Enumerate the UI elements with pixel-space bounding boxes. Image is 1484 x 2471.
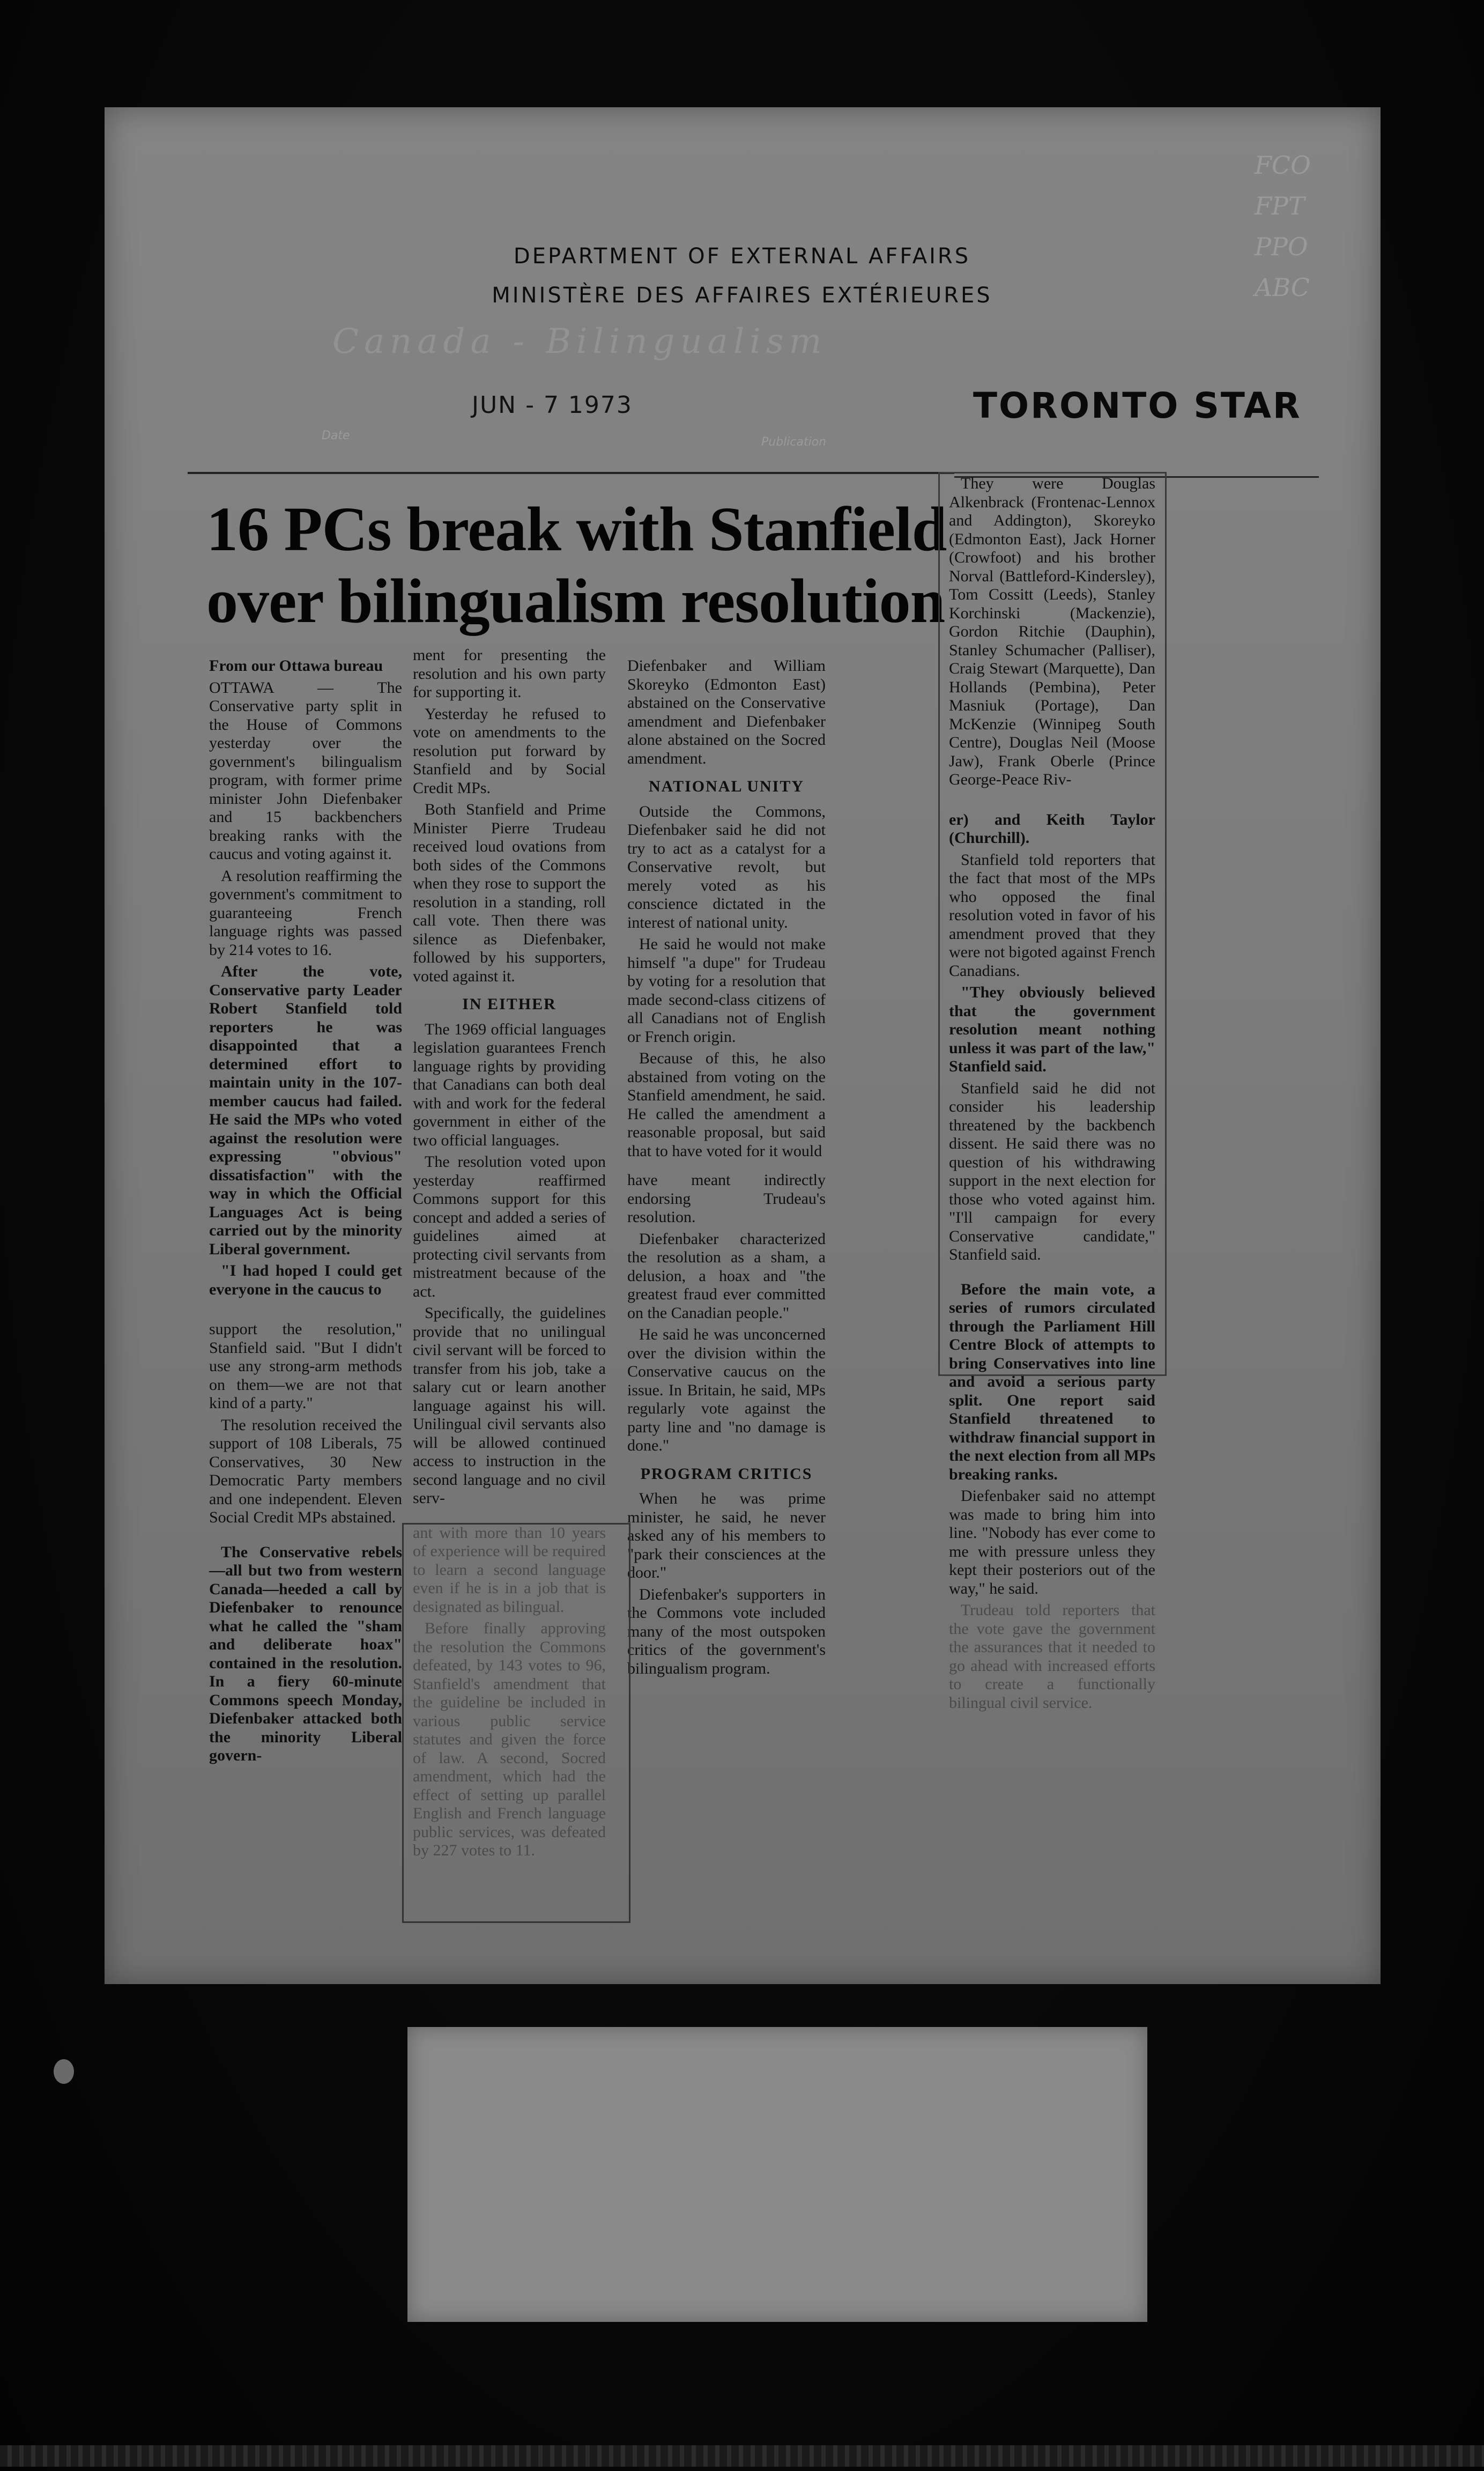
dust-speck [54, 2059, 74, 2084]
paragraph: Diefenbaker's supporters in the Commons vote included many of the most outspoken critics of the government's bilingualism program. [627, 1585, 826, 1677]
paragraph: ant with more than 10 years of experience will be required to learn a second language even if he is in a job that is designated as bilingual. [413, 1523, 606, 1616]
byline: From our Ottawa bureau [209, 657, 383, 675]
paragraph: He said he was unconcerned over the division within the Conservative caucus on the issue. In Britain, he said, MPs regularly vote against the party line and "no damage is done." [627, 1326, 826, 1454]
letterhead-english: DEPARTMENT OF EXTERNAL AFFAIRS [513, 244, 971, 269]
letterhead-french: MINISTÈRE DES AFFAIRES EXTÉRIEURES [492, 283, 992, 308]
paragraph: The resolution voted upon yesterday reaffirmed Commons support for this concept and added a series of guidelines aimed at protecting civil servants from mistreatment because of the act. [413, 1153, 606, 1300]
paragraph: They were Douglas Alkenbrack (Frontenac-Lennox and Addington), Skoreyko (Edmonton East), Jack Horner (Crowfoot) and his brother Norval (Battleford-Kindersley), Tom Cossitt (Leeds), Stanley Korchinski (Mackenzie), Gordon Ritchie (Dauphin), Stanley Schumacher (Palliser), Craig Stewart (Marquette), Dan Hollands (Pembina), Peter Masniuk (Portage), Dan McKenzie (Winnipeg South Centre), Douglas Neil (Moose Jaw), Frank Oberle (Prince George-Peace Riv- [949, 475, 1155, 788]
paragraph: Yesterday he refused to vote on amendments to the resolution put forward by Stanfield and by Social Credit MPs. [413, 705, 606, 797]
margin-note: FCO [1255, 151, 1311, 180]
blank-card [407, 2027, 1147, 2322]
paragraph: The resolution received the support of 108 Liberals, 75 Conservatives, 30 New Democratic Party members and one independent. Eleven Social Credit MPs abstained. [209, 1416, 402, 1526]
paragraph: Before the main vote, a series of rumors circulated through the Parliament Hill Centre Block of attempts to bring Conservatives into line and avoid a serious party split. One report said Stanfield threatened to withdraw financial support in the next election from all MPs breaking ranks. [949, 1280, 1155, 1483]
margin-note: FPT [1255, 191, 1305, 220]
article-column-1 [209, 657, 402, 1769]
paragraph: support the resolution," Stanfield said. "But I didn't use any strong-arm methods on them—we are not that kind of a party." [209, 1320, 402, 1412]
margin-note: ABC [1255, 273, 1310, 302]
handwritten-subject: Canada - Bilingualism [332, 322, 827, 361]
newspaper-clipping [185, 472, 1193, 2000]
paragraph: Trudeau told reporters that the vote gave the government the assurances that it needed to go ahead with increased efforts to create a functionally bilingual civil service. [949, 1601, 1155, 1712]
headline-line-2: over bilingualism resolution [206, 566, 945, 636]
paragraph: Stanfield said he did not consider his leadership threatened by the backbench dissent. He said there was no question of his withdrawing support in the next election for those who voted against him. "I'll campaign for every Conservative candidate," Stanfield said. [949, 1079, 1155, 1263]
paragraph: OTTAWA — The Conservative party split in the House of Commons yesterday over the government's bilingualism program, with former prime minister John Diefenbaker and 15 backbenchers breaking ranks with the caucus and voting against it. [209, 678, 402, 863]
paragraph: When he was prime minister, he said, he never asked any of his members to "park their consciences at the door." [627, 1490, 826, 1581]
publication-label: Publication [761, 435, 827, 449]
paragraph: The Conservative rebels —all but two from western Canada—heeded a call by Diefenbaker to renounce what he called the "sham and deliberate hoax" contained in the resolution. In a fiery 60-minute Commons speech Monday, Diefenbaker attacked both the minority Liberal govern- [209, 1543, 402, 1764]
film-edge [0, 2445, 1484, 2467]
paragraph: ment for presenting the resolution and his own party for supporting it. [413, 646, 606, 701]
paragraph: A resolution reaffirming the government's commitment to guaranteeing French language rights was passed by 214 votes to 16. [209, 867, 402, 959]
subheading: IN EITHER [462, 995, 556, 1013]
paragraph: The 1969 official languages legislation guarantees French language rights by providing that Canadians can both deal with and work for the federal government in either of the two official languages. [413, 1020, 606, 1149]
paragraph: er) and Keith Taylor (Churchill). [949, 810, 1155, 847]
paragraph: He said he would not make himself "a dupe" for Trudeau by voting for a resolution that made second-class citizens of all Canadians not of English or French origin. [627, 935, 826, 1046]
paragraph: have meant indirectly endorsing Trudeau's resolution. [627, 1171, 826, 1226]
paragraph: Specifically, the guidelines provide that no unilingual civil servant will be forced to transfer from his job, take a salary cut or learn another language against his will. Unilingual civil servants also will be allowed continued access to instruction in the second language and no civil serv- [413, 1304, 606, 1507]
paragraph: After the vote, Conservative party Leader Robert Stanfield told reporters he was disappointed that a determined effort to maintain unity in the 107-member caucus had failed. He said the MPs who voted against the resolution were expressing "obvious" dissatisfaction" with the way in which the Official Languages Act is being carried out by the minority Liberal government. [209, 963, 402, 1258]
paragraph: Outside the Commons, Diefenbaker said he did not try to act as a catalyst for a Conservative revolt, but merely voted as his conscience dictated in the interest of national unity. [627, 802, 826, 931]
publication-name: TORONTO STAR [973, 385, 1302, 426]
clipping-date: JUN - 7 1973 [472, 391, 633, 419]
paste-up-border [938, 472, 1167, 1376]
paragraph: "They obviously believed that the government resolution meant nothing unless it was part of the law," Stanfield said. [949, 983, 1155, 1075]
paragraph: Both Stanfield and Prime Minister Pierre Trudeau received loud ovations from both sides of the Commons when they rose to support the resolution in a standing, roll call vote. Then there was silence as Diefenbaker, followed by his supporters, voted against it. [413, 801, 606, 985]
paragraph: Because of this, he also abstained from voting on the Stanfield amendment, he said. He called the amendment a reasonable proposal, but said that to have voted for it would [627, 1049, 826, 1160]
margin-notes [1255, 145, 1362, 308]
subheading: PROGRAM CRITICS [640, 1464, 813, 1483]
article-column-3 [627, 657, 826, 1681]
paste-up-border [402, 1523, 630, 1923]
paragraph: Diefenbaker characterized the resolution as a sham, a delusion, a hoax and "the greatest fraud ever committed on the Canadian people." [627, 1230, 826, 1322]
paragraph: "I had hoped I could get everyone in the caucus to [209, 1262, 402, 1298]
headline-line-1: 16 PCs break with Stanfield [206, 494, 947, 564]
margin-note: PPO [1255, 232, 1308, 261]
paragraph: Diefenbaker and William Skoreyko (Edmonton East) abstained on the Conservative amendment and Diefenbaker alone abstained on the Socred amendment. [627, 657, 826, 767]
date-label: Date [322, 429, 350, 442]
paragraph: Diefenbaker said no attempt was made to bring him into line. "Nobody has ever come to me with pressure unless they kept their posteriors out of the way," he said. [949, 1487, 1155, 1597]
paragraph: Before finally approving the resolution the Commons defeated, by 143 votes to 96, Stanfield's amendment that the guideline be included in various public service statutes and given the force of law. A second, Socred amendment, which had the effect of setting up parallel English and French language public services, was defeated by 227 votes to 11. [413, 1619, 606, 1859]
paragraph: Stanfield told reporters that the fact that most of the MPs who opposed the final resolution voted in favor of his amendment proved that they were not bigoted against French Canadians. [949, 850, 1155, 980]
subheading: NATIONAL UNITY [649, 778, 804, 795]
